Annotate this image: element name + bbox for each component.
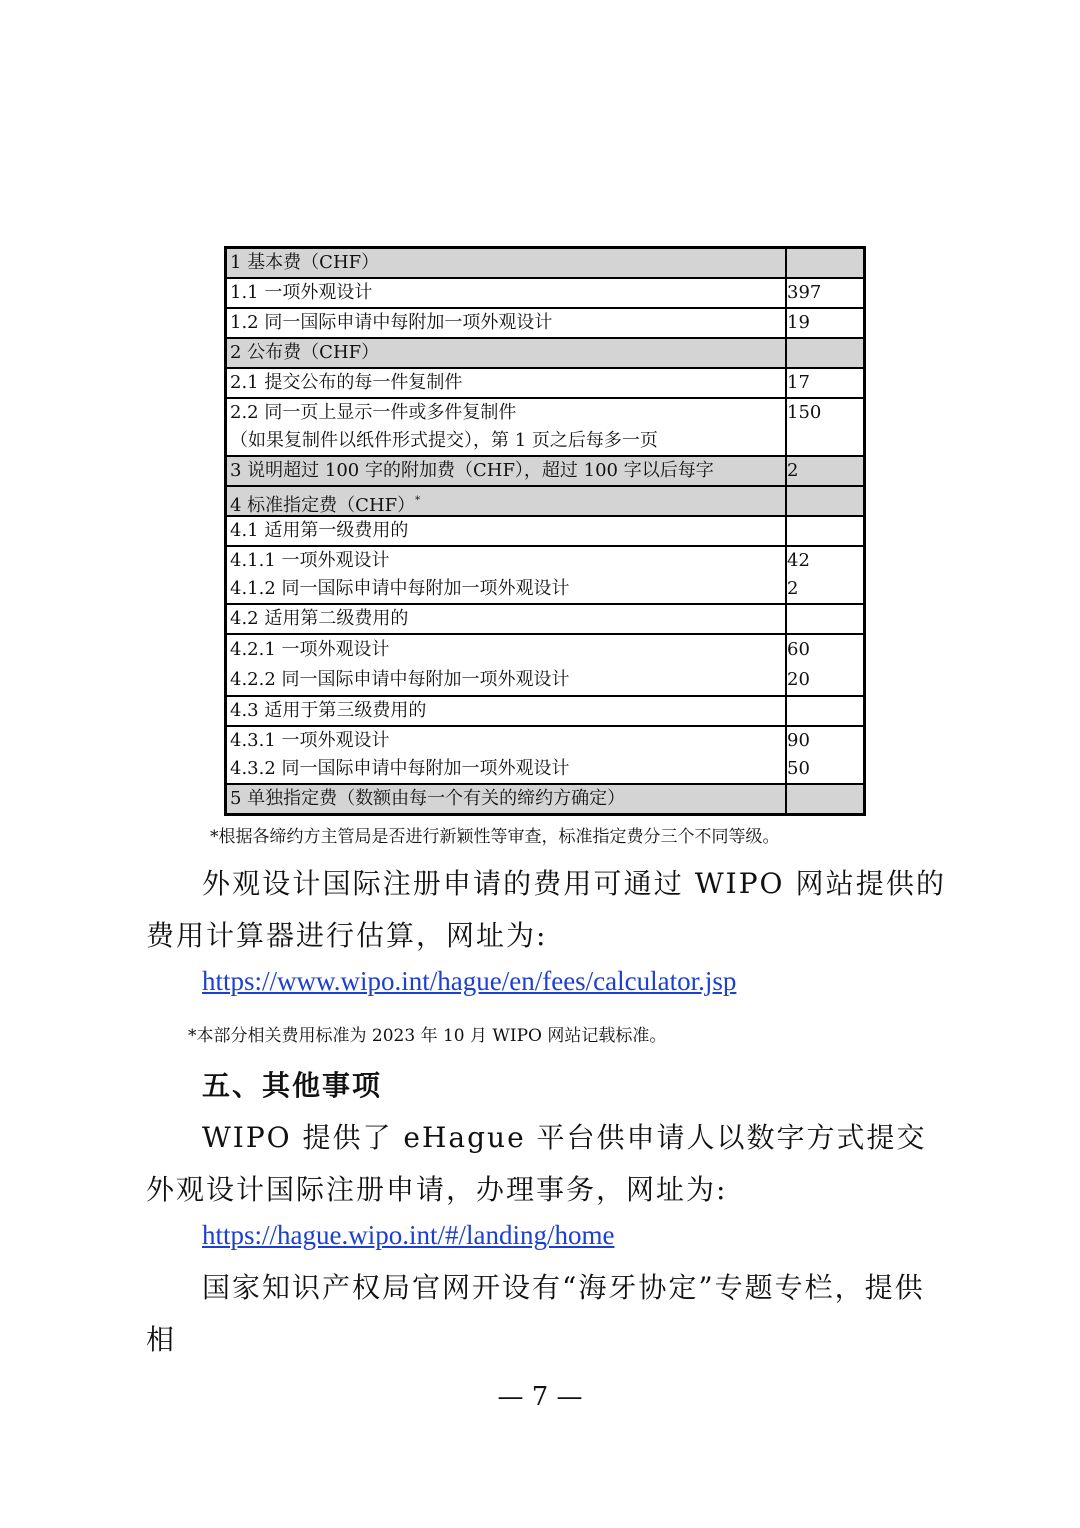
fee-value-line [787,249,863,277]
fee-item-line: 5 单独指定费（数额由每一个有关的缔约方确定） [230,788,626,809]
table-row [227,485,863,515]
fee-item-value [787,635,863,695]
fee-item-value [787,727,863,783]
fee-value-line [787,427,863,455]
fee-item-label [227,339,787,367]
fee-item-value [787,457,863,485]
fee-item-line: 2 公布费（CHF） [230,342,380,363]
table-row [227,695,863,725]
fee-item-line: 4.1.1 一项外观设计 [230,550,390,571]
fee-item-label [227,487,787,515]
fee-value-line: 397 [787,282,822,303]
fee-item-line: 4.1.2 同一国际申请中每附加一项外观设计 [230,578,570,599]
fee-item-value [787,487,863,515]
fee-item-line: 3 说明超过 100 字的附加费（CHF），超过 100 字以后每字 [230,460,714,481]
table-row [227,337,863,367]
fee-value-line: 42 [787,550,810,571]
paragraph-ehague: WIPO 提供了 eHague 平台供申请人以数字方式提交外观设计国际注册申请，办理事务，网址为: [146,1121,927,1206]
fee-item-value [787,605,863,633]
fee-item-line: 4.3.1 一项外观设计 [230,730,390,751]
table-row [227,515,863,545]
fee-item-line: 4.3 适用于第三级费用的 [230,700,427,721]
fee-standard-footnote: *本部分相关费用标准为 2023 年 10 月 WIPO 网站记载标准。 [188,1026,667,1046]
fee-item-label [227,399,787,455]
fee-item-line: 1.2 同一国际申请中每附加一项外观设计 [230,312,553,333]
footnote-marker: * [415,495,421,506]
table-row [227,367,863,397]
table-row [227,455,863,485]
fee-item-value [787,399,863,455]
fee-item-value [787,369,863,397]
fee-value-line [787,605,863,633]
fee-value-line: 150 [787,402,822,423]
fee-value-line [787,697,863,725]
fee-item-line: 4.2.1 一项外观设计 [230,639,390,660]
fee-value-line [787,487,863,515]
fee-value-line [787,517,863,545]
table-row [227,397,863,455]
fee-item-label [227,697,787,725]
fee-item-label [227,279,787,307]
fee-value-line: 2 [787,460,799,481]
section-heading: 五、其他事项 [202,1069,383,1102]
fee-value-line [787,339,863,367]
fee-item-value [787,697,863,725]
table-row [227,307,863,337]
ehague-link[interactable]: https://hague.wipo.int/#/landing/home [202,1220,615,1250]
fee-item-label [227,605,787,633]
fee-item-line: 4.2 适用第二级费用的 [230,608,409,629]
paragraph-cnipa: 国家知识产权局官网开设有“海牙协定”专题专栏，提供相 [146,1271,925,1356]
fee-value-line: 17 [787,372,810,393]
fee-value-line: 50 [787,758,810,779]
fee-item-value [787,249,863,277]
fee-table [224,246,866,816]
fee-item-label [227,249,787,277]
fee-item-line: 4.3.2 同一国际申请中每附加一项外观设计 [230,758,570,779]
fee-item-label [227,369,787,397]
fee-item-value [787,309,863,337]
fee-item-value [787,785,863,813]
table-footnote: *根据各缔约方主管局是否进行新颖性等审查，标准指定费分三个不同等级。 [210,827,780,847]
fee-value-line: 19 [787,312,810,333]
fee-item-label [227,517,787,545]
table-row [227,249,863,277]
fee-item-label [227,635,787,695]
table-row [227,783,863,813]
fee-value-line: 90 [787,730,810,751]
fee-item-line: （如果复制件以纸件形式提交），第 1 页之后每多一页 [230,430,658,451]
fee-value-line [787,785,863,813]
fee-item-line: 1.1 一项外观设计 [230,282,373,303]
table-row [227,277,863,307]
fee-item-value [787,517,863,545]
fee-value-line: 60 [787,639,810,660]
fee-item-value [787,279,863,307]
fee-item-value [787,339,863,367]
table-row [227,545,863,603]
fee-item-label [227,309,787,337]
page-number: — 7 — [497,1382,583,1412]
fee-item-line: 4 标准指定费（CHF）* [230,495,421,516]
fee-item-line: 4.2.2 同一国际申请中每附加一项外观设计 [230,669,570,690]
fee-item-label [227,785,787,813]
fee-item-line: 1 基本费（CHF） [230,252,380,273]
fee-value-line: 2 [787,578,799,599]
fee-item-label [227,547,787,603]
fee-item-line: 4.1 适用第一级费用的 [230,520,409,541]
fee-item-label [227,727,787,783]
fee-item-value [787,547,863,603]
fee-item-line: 2.2 同一页上显示一件或多件复制件 [230,402,517,423]
fee-value-line: 20 [787,669,810,690]
fee-item-label [227,457,787,485]
fee-item-line: 2.1 提交公布的每一件复制件 [230,372,463,393]
fee-calculator-link[interactable]: https://www.wipo.int/hague/en/fees/calculator.jsp [202,966,737,996]
paragraph-fee-calculator: 外观设计国际注册申请的费用可通过 WIPO 网站提供的费用计算器进行估算，网址为: [146,867,946,952]
table-row [227,633,863,695]
table-row [227,725,863,783]
table-row [227,603,863,633]
